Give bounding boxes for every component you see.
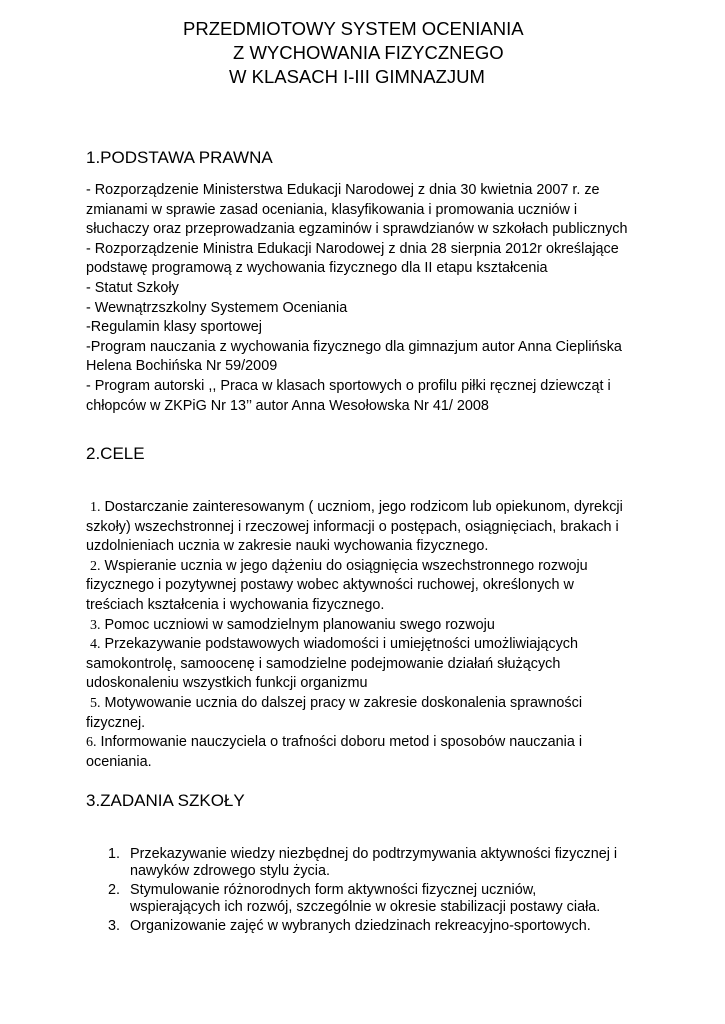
- text-line: nawyków zdrowego stylu życia.: [130, 863, 330, 879]
- section-heading-legal-basis: 1.PODSTAWA PRAWNA: [86, 148, 273, 167]
- section-heading-goals: 2.CELE: [86, 444, 145, 463]
- goal-item: 3. Pomoc uczniowi w samodzielnym planowaniu swego rozwoju: [90, 616, 495, 633]
- text-line: chłopców w ZKPiG Nr 13’’ autor Anna Wesołowska Nr 41/ 2008: [86, 397, 489, 414]
- text-line: - Statut Szkoły: [86, 279, 179, 296]
- list-number: 3.: [108, 918, 121, 934]
- text-line: fizycznej.: [86, 714, 146, 731]
- text-line: Przekazywanie wiedzy niezbędnej do podtrzymywania aktywności fizycznej i: [130, 846, 618, 862]
- text-line: -Regulamin klasy sportowej: [86, 319, 262, 336]
- text-line: -Program nauczania z wychowania fizycznego dla gimnazjum autor Anna Cieplińska: [86, 338, 622, 355]
- text-line: - Program autorski ,, Praca w klasach sportowych o profilu piłki ręcznej dziewcząt i: [86, 377, 611, 394]
- goal-item: 4. Przekazywanie podstawowych wiadomości i umiejętności umożliwiających: [90, 636, 578, 653]
- section-heading-school-tasks: 3.ZADANIA SZKOŁY: [86, 791, 245, 810]
- text-line: zmianami w sprawie zasad oceniania, klasyfikowania i promowania uczniów i: [86, 201, 578, 218]
- list-item: [108, 918, 648, 935]
- goal-item: 1. Dostarczanie zainteresowanym ( uczniom, jego rodzicom lub opiekunom, dyrekcji: [90, 499, 623, 515]
- school-tasks-list: [108, 846, 648, 937]
- legal-basis-text: [86, 181, 646, 416]
- text-line: - Rozporządzenie Ministerstwa Edukacji Narodowej z dnia 30 kwietnia 2007 r. ze: [86, 182, 600, 198]
- text-line: treściach kształcenia i wychowania fizycznego.: [86, 596, 385, 613]
- goals-list: [86, 498, 646, 772]
- document-title-line-2: Z WYCHOWANIA FIZYCZNEGO: [233, 42, 504, 63]
- text-line: samokontrolę, samoocenę i samodzielne podejmowanie działań służących: [86, 655, 561, 672]
- text-line: Organizowanie zajęć w wybranych dziedzinach rekreacyjno-sportowych.: [130, 918, 591, 934]
- document-title-line-1: PRZEDMIOTOWY SYSTEM OCENIANIA: [183, 18, 524, 39]
- goal-item: 5. Motywowanie ucznia do dalszej pracy w zakresie doskonalenia sprawności: [90, 694, 583, 711]
- text-line: oceniania.: [86, 753, 152, 770]
- list-item: [108, 882, 648, 916]
- text-line: - Wewnątrzszkolny Systemem Oceniania: [86, 299, 348, 316]
- document-title-line-3: W KLASACH I-III GIMNAZJUM: [229, 66, 485, 87]
- text-line: - Rozporządzenie Ministra Edukacji Narodowej z dnia 28 sierpnia 2012r określające: [86, 240, 619, 257]
- text-line: podstawę programową z wychowania fizycznego dla II etapu kształcenia: [86, 260, 548, 277]
- goal-item: 2. Wspieranie ucznia w jego dążeniu do osiągnięcia wszechstronnego rozwoju: [90, 557, 588, 574]
- text-line: fizycznego i pozytywnej postawy wobec aktywności ruchowej, określonych w: [86, 577, 574, 594]
- list-number: 2.: [108, 882, 121, 898]
- text-line: słuchaczy oraz przeprowadzania egzaminów i sprawdzianów w szkołach publicznych: [86, 221, 628, 238]
- text-line: szkoły) wszechstronnej i rzeczowej informacji o postępach, osiągnięciach, brakach i: [86, 518, 619, 535]
- text-line: wspierających ich rozwój, szczególnie w okresie stabilizacji postawy ciała.: [130, 899, 601, 915]
- text-line: Stymulowanie różnorodnych form aktywności fizycznej uczniów,: [130, 882, 537, 898]
- text-line: Helena Bochińska Nr 59/2009: [86, 358, 278, 375]
- list-item: [108, 846, 648, 880]
- text-line: uzdolnieniach ucznia w zakresie nauki wychowania fizycznego.: [86, 538, 489, 555]
- list-number: 1.: [108, 846, 121, 862]
- text-line: udoskonaleniu wszystkich funkcji organizmu: [86, 675, 368, 692]
- goal-item: 6. Informowanie nauczyciela o trafności doboru metod i sposobów nauczania i: [86, 734, 583, 751]
